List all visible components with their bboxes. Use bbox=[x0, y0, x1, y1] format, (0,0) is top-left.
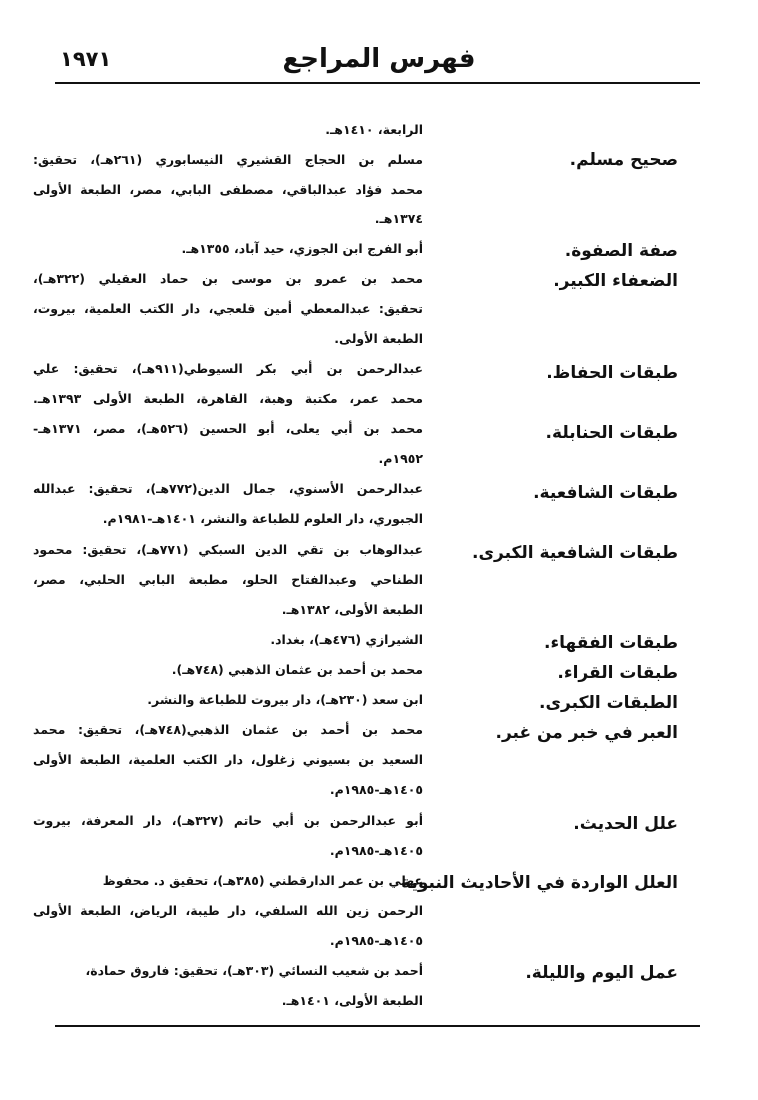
entry-line: محمد بن أحمد بن عثمان الذهبي(٧٤٨هـ)، تحقيق: محمد bbox=[33, 722, 423, 737]
entry-line: الرحمن زين الله السلفي، دار طيبة، الرياض، الطبعة الأولى bbox=[33, 903, 423, 918]
entry-line: أبو عبدالرحمن بن أبي حاتم (٣٢٧هـ)، دار المعرفة، بيروت bbox=[33, 813, 423, 828]
entry-line: محمد عمر، مكتبة وهبة، القاهرة، الطبعة الأولى ١٣٩٣هـ. bbox=[33, 391, 423, 406]
entry-line: الرابعة، ١٤١٠هـ. bbox=[325, 122, 423, 137]
entry-title: العلل الواردة في الأحاديث النبوية bbox=[401, 873, 678, 893]
entry-title: صفة الصفوة. bbox=[564, 241, 678, 261]
entry-line: محمد فؤاد عبدالباقي، مصطفى البابي، مصر، الطبعة الأولى bbox=[33, 182, 423, 197]
entry-line: عبدالرحمن الأسنوي، جمال الدين(٧٧٢هـ)، تحقيق: عبدالله bbox=[33, 481, 423, 496]
entry-line: عهلي بن عمر الدارقطني (٣٨٥هـ)، تحقيق د. محفوظ bbox=[102, 873, 423, 888]
entry-title: طبقات الحنابلة. bbox=[545, 423, 678, 443]
entry-line: ١٤٠٥هـ-١٩٨٥م. bbox=[329, 933, 423, 948]
entry-line: ١٩٥٢م. bbox=[378, 451, 423, 466]
entry-title: طبقات القراء. bbox=[557, 663, 678, 683]
entry-line: الطناحي وعبدالفتاح الحلو، مطبعة البابي الحلبي، مصر، bbox=[33, 572, 423, 587]
entry-title: صحيح مسلم. bbox=[569, 150, 678, 170]
entry-line: ١٤٠٥هـ-١٩٨٥م. bbox=[329, 782, 423, 797]
entry-line: ابن سعد (٢٣٠هـ)، دار بيروت للطباعة والنشر. bbox=[147, 692, 423, 707]
entry-line: الطبعة الأولى، ١٣٨٢هـ. bbox=[281, 602, 423, 617]
entry-line: محمد بن عمرو بن موسى بن حماد العقيلي (٣٢٢هـ)، bbox=[33, 271, 423, 286]
entry-title: طبقات الشافعية الكبرى. bbox=[471, 543, 678, 563]
entry-title: عمل اليوم والليلة. bbox=[525, 963, 678, 983]
entry-title: علل الحديث. bbox=[573, 814, 678, 834]
entry-title: الضعفاء الكبير. bbox=[553, 271, 678, 291]
entry-title: طبقات الشافعية. bbox=[533, 483, 678, 503]
page-title: فهرس المراجع bbox=[282, 44, 476, 74]
entry-line: الشيرازي (٤٧٦هـ)، بغداد. bbox=[270, 632, 423, 647]
entry-line: ١٤٠٥هـ-١٩٨٥م. bbox=[329, 843, 423, 858]
entry-line: أبو الفرج ابن الجوزي، حيد آباد، ١٣٥٥هـ. bbox=[181, 241, 423, 256]
entry-line: السعيد بن بسيوني زغلول، دار الكتب العلمية، الطبعة الأولى bbox=[33, 752, 423, 767]
entry-line: ١٣٧٤هـ. bbox=[374, 211, 423, 226]
entry-line: الطبعة الأولى. bbox=[334, 331, 423, 346]
entry-title: طبقات الفقهاء. bbox=[543, 633, 678, 653]
entry-title: الطبقات الكبرى. bbox=[539, 693, 678, 713]
entry-line: الجبوري، دار العلوم للطباعة والنشر، ١٤٠١هـ-١٩٨١م. bbox=[102, 511, 423, 526]
footer-divider bbox=[55, 1025, 700, 1027]
entry-line: تحقيق: عبدالمعطي أمين قلعجي، دار الكتب العلمية، بيروت، bbox=[33, 301, 423, 316]
page-number: ١٩٧١ bbox=[60, 47, 112, 71]
entry-line: أحمد بن شعيب النسائي (٣٠٣هـ)، تحقيق: فاروق حمادة، bbox=[85, 963, 423, 978]
entry-line: عبدالرحمن بن أبي بكر السيوطي(٩١١هـ)، تحقيق: علي bbox=[33, 361, 423, 376]
entry-line: الطبعة الأولى، ١٤٠١هـ. bbox=[281, 993, 423, 1008]
entry-line: مسلم بن الحجاج القشيري النيسابوري (٢٦١هـ)، تحقيق: bbox=[33, 152, 423, 167]
entry-line: محمد بن أبي يعلى، أبو الحسين (٥٢٦هـ)، مصر، ١٣٧١هـ- bbox=[33, 421, 423, 436]
entry-line: محمد بن أحمد بن عثمان الذهبي (٧٤٨هـ). bbox=[171, 662, 423, 677]
entry-title: العبر في خبر من غبر. bbox=[495, 723, 678, 743]
entry-title: طبقات الحفاظ. bbox=[546, 363, 678, 383]
entry-line: عبدالوهاب بن تقي الدين السبكي (٧٧١هـ)، تحقيق: محمود bbox=[33, 542, 423, 557]
